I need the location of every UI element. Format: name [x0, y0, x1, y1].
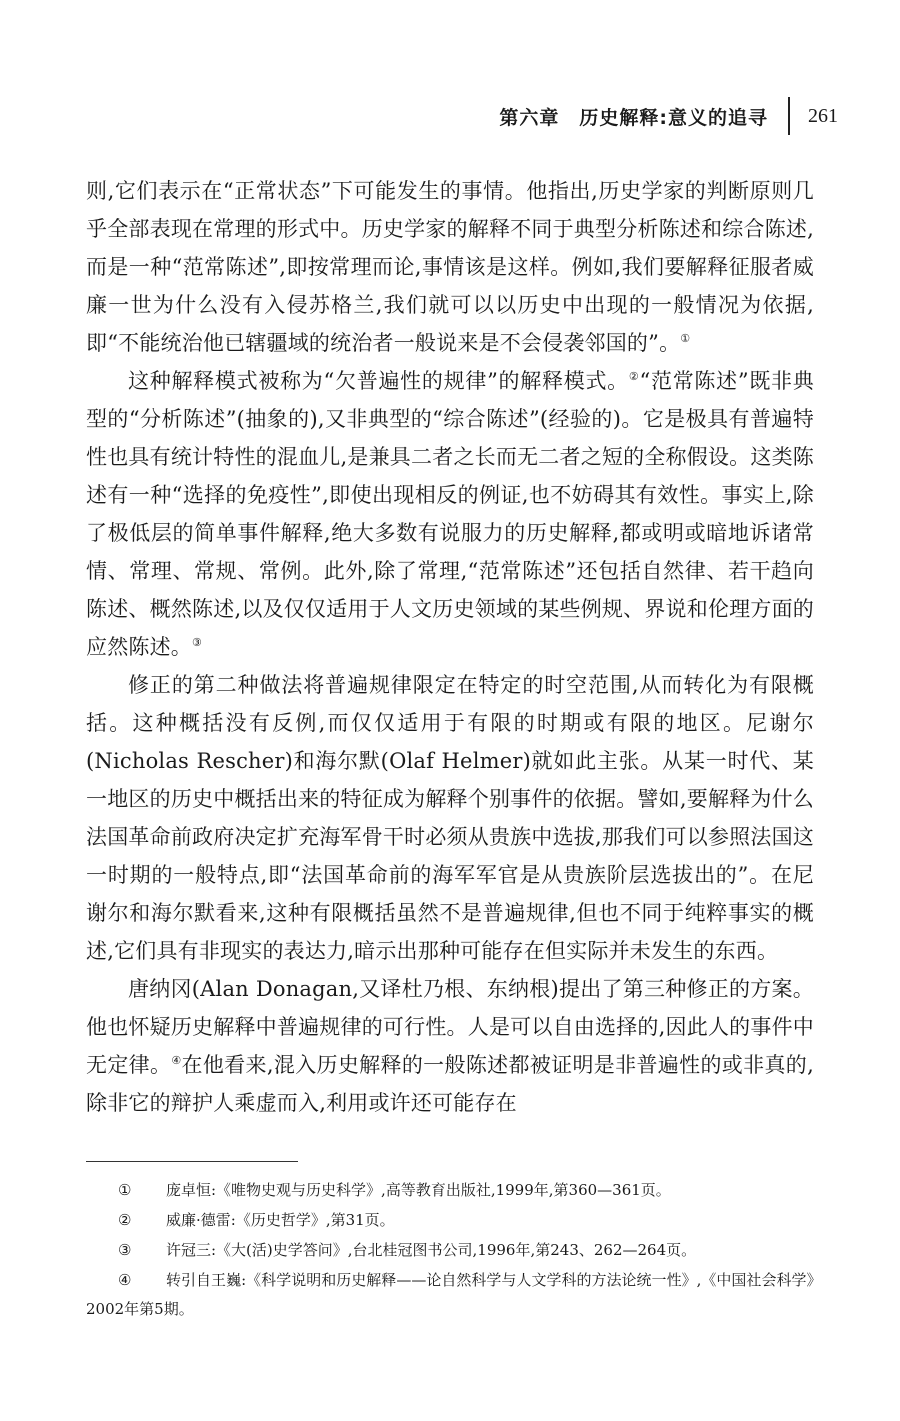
footnote-marker: ② — [118, 1211, 132, 1229]
footnote-reference[interactable]: ④ — [171, 1054, 182, 1067]
paragraph — [86, 362, 814, 666]
main-text — [86, 172, 814, 1122]
footnote-text: 威廉·德雷:《历史哲学》,第31页。 — [166, 1211, 395, 1229]
paragraph-text: 这种解释模式被称为“欠普遍性的规律”的解释模式。 — [128, 369, 629, 393]
paragraph-text: 在他看来,混入历史解释的一般陈述都被证明是非普遍性的或非真的,除非它的辩护人乘虚而入,利用或许还可能存在 — [86, 1053, 814, 1115]
footnotes — [86, 1176, 814, 1325]
footnote — [86, 1266, 814, 1324]
paragraph — [86, 666, 814, 970]
footnote-marker: ③ — [118, 1241, 132, 1259]
paragraph — [86, 172, 814, 362]
footnote — [86, 1236, 814, 1265]
footnote-marker: ④ — [118, 1271, 132, 1289]
paragraph-text: 唐纳冈(Alan Donagan,又译杜乃根、东纳根)提出了第三种修正的方案。他也怀疑历史解释中普遍规律的可行性。人是可以自由选择的,因此人的事件中无定律。 — [86, 977, 814, 1077]
paragraph-text: “范常陈述”既非典型的“分析陈述”(抽象的),又非典型的“综合陈述”(经验的)。它是极具有普遍特性也具有统计特性的混血儿,是兼具二者之长而无二者之短的全称假设。这类陈述有一种“选择的免疫性”,即使出现相反的例证,也不妨碍其有效性。事实上,除了极低层的简单事件解释,绝大多数有说服力的历史解释,都或明或暗地诉诸常情、常理、常规、常例。此外,除了常理,“范常陈述”还包括自然律、若干趋向陈述、概然陈述,以及仅仅适用于人文历史领域的某些例规、界说和伦理方面的应然陈述。 — [86, 369, 814, 659]
footnote-reference[interactable]: ① — [680, 332, 691, 345]
footnote-marker: ① — [118, 1181, 132, 1199]
header-divider — [788, 97, 790, 135]
paragraph-text: 修正的第二种做法将普遍规律限定在特定的时空范围,从而转化为有限概括。这种概括没有反例,而仅仅适用于有限的时期或有限的地区。尼谢尔(Nicholas Rescher)和海尔默(Olaf Helmer)就如此主张。从某一时代、某一地区的历史中概括出来的特征成为解释个别事件的依据。譬如,要解释为什么法国革命前政府决定扩充海军骨干时必须从贵族中选拔,那我们可以参照法国这一时期的一般特点,即“法国革命前的海军军官是从贵族阶层选拔出的”。在尼谢尔和海尔默看来,这种有限概括虽然不是普遍规律,但也不同于纯粹事实的概述,它们具有非现实的表达力,暗示出那种可能存在但实际并未发生的东西。 — [86, 673, 814, 963]
running-head — [499, 100, 838, 132]
paragraph-text: 则,它们表示在“正常状态”下可能发生的事情。他指出,历史学家的判断原则几乎全部表现在常理的形式中。历史学家的解释不同于典型分析陈述和综合陈述,而是一种“范常陈述”,即按常理而论,事情该是这样。例如,我们要解释征服者威廉一世为什么没有入侵苏格兰,我们就可以以历史中出现的一般情况为依据,即“不能统治他已辖疆域的统治者一般说来是不会侵袭邻国的”。 — [86, 179, 814, 355]
footnote-reference[interactable]: ③ — [192, 636, 203, 649]
footnote-text: 许冠三:《大(活)史学答问》,台北桂冠图书公司,1996年,第243、262—264页。 — [166, 1241, 697, 1259]
page-number: 261 — [808, 104, 838, 127]
chapter-title: 第六章 历史解释:意义的追寻 — [499, 106, 768, 129]
footnote — [86, 1176, 814, 1205]
footnote-separator — [86, 1161, 298, 1162]
footnote-text: 转引自王巍:《科学说明和历史解释——论自然科学与人文学科的方法论统一性》,《中国社会科学》2002年第5期。 — [86, 1271, 814, 1318]
paragraph — [86, 970, 814, 1122]
footnote-text: 庞卓恒:《唯物史观与历史科学》,高等教育出版社,1999年,第360—361页。 — [166, 1181, 671, 1199]
footnote-reference[interactable]: ② — [628, 370, 640, 383]
footnote — [86, 1206, 814, 1235]
